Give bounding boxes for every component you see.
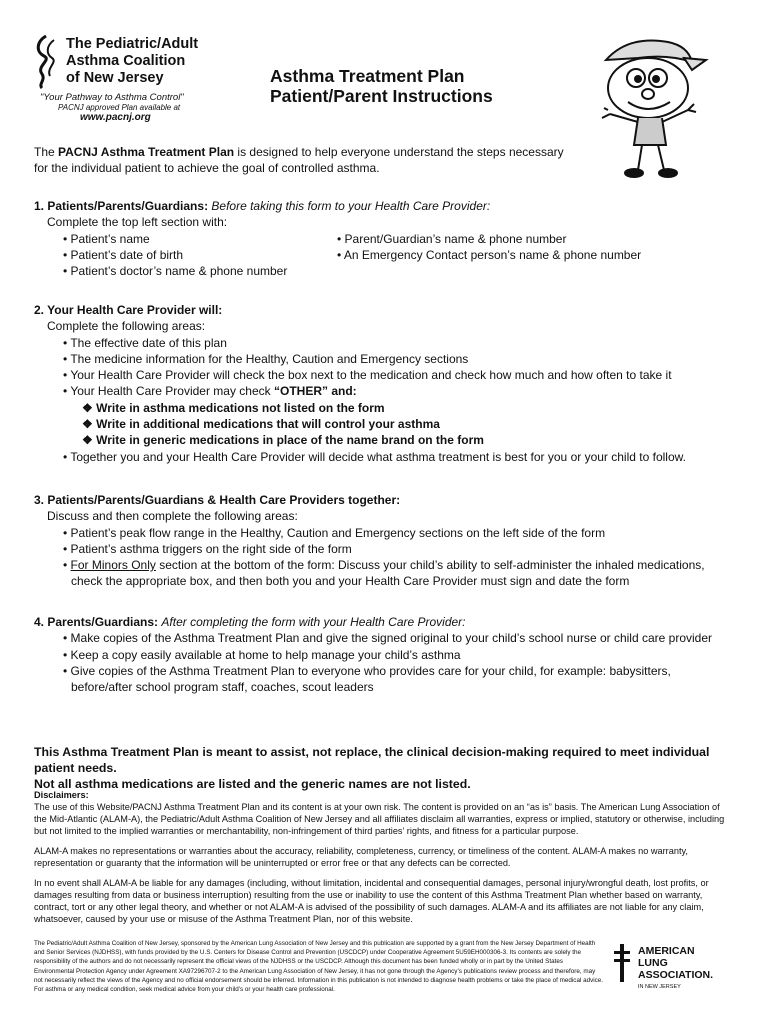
list-item: • An Emergency Contact person’s name & phone number bbox=[337, 247, 642, 262]
list-item: • Patient’s peak flow range in the Healthy, Caution and Emergency sections on the left side of the form bbox=[63, 525, 606, 540]
disclaimers bbox=[34, 789, 734, 933]
list-item: • Together you and your Health Care Provider will decide what asthma treatment is best for you or your child to follow. bbox=[63, 449, 686, 464]
sub-list-item: ❖ Write in generic medications in place of the name brand on the form bbox=[82, 433, 484, 448]
ala-sub: IN NEW JERSEY bbox=[638, 984, 681, 990]
list-item: • For Minors Only section at the bottom of the form: Discuss your child’s ability to self-administer the inhaled medications, bbox=[63, 558, 705, 573]
disclaimer-paragraph-3: In no event shall ALAM-A be liable for any damages (including, without limitation, incidental and consequential damages, personal injury/wrongful death, lost profits, or damages resulting from data or business interruption) resulting from the use or inability to use the content of this Asthma Treatment Plan whether based on warranty, contract, tort or any other legal theory, and whether or not ALAM-A is advised of the possibility of such damages. ALAM-A and its affiliates are not liable for any claim, whatsoever, caused by your use or misuse of the Asthma Treatment Plan, nor of this website. bbox=[34, 878, 709, 924]
list-item: • Your Health Care Provider will check the box next to the medication and check how much and how often to take it bbox=[63, 368, 672, 383]
org-name-line-3: of New Jersey bbox=[66, 70, 164, 86]
list-item: • Patient’s asthma triggers on the right side of the form bbox=[63, 541, 352, 556]
ala-line-1: AMERICAN bbox=[638, 945, 695, 957]
list-item: • Keep a copy easily available at home to help manage your child’s asthma bbox=[63, 647, 461, 662]
list-item: • Make copies of the Asthma Treatment Plan and give the signed original to your child’s school nurse or child care provider bbox=[63, 631, 712, 646]
section-3-heading: 3. Patients/Parents/Guardians & Health Care Providers together: bbox=[34, 493, 401, 507]
list-item: • Patient’s name bbox=[63, 231, 150, 246]
sub-list-item: ❖ Write in asthma medications not listed on the form bbox=[82, 400, 385, 415]
coalition-logo-icon bbox=[32, 34, 66, 90]
list-item-continuation: before/after school program staff, coaches, scout leaders bbox=[71, 680, 374, 695]
disclaimers-heading: Disclaimers: bbox=[34, 790, 89, 800]
tagline: "Your Pathway to Asthma Control" bbox=[40, 92, 184, 103]
org-name-line-1: The Pediatric/Adult bbox=[66, 36, 199, 52]
page-title-line-2: Patient/Parent Instructions bbox=[270, 86, 493, 106]
kid-mascot-illustration bbox=[588, 30, 718, 180]
section-2 bbox=[34, 302, 734, 465]
list-item: • Patient’s doctor’s name & phone number bbox=[63, 264, 288, 279]
list-item: • Parent/Guardian’s name & phone number bbox=[337, 231, 567, 246]
sub-list-item: ❖ Write in additional medications that will control your asthma bbox=[82, 417, 440, 432]
list-item: • Give copies of the Asthma Treatment Plan to everyone who provides care for your child, for example: babysitters, bbox=[63, 663, 671, 678]
list-item-continuation: check the appropriate box, and then both you and your Health Care Provider must sign and date the form bbox=[71, 574, 630, 589]
section-4 bbox=[34, 614, 734, 695]
website-link[interactable]: www.pacnj.org bbox=[80, 112, 151, 123]
list-item: • The effective date of this plan bbox=[63, 335, 227, 350]
section-1 bbox=[34, 198, 734, 279]
disclaimer-paragraph-1: The use of this Website/PACNJ Asthma Treatment Plan and its content is at your own risk. The content is provided on an “as is” basis. The American Lung Association of the Mid-Atlantic (ALAM-A), the Pediatric/Adult Asthma Coalition of New Jersey and all affiliates disclaim all warranties, express or implied, statutory or otherwise, including but not limited to the implied warranties or merchantability, non-infringement of third parties’ rights, and fitness for a particular purpose. bbox=[34, 802, 725, 836]
list-item: • Your Health Care Provider may check “OTHER” and: bbox=[63, 384, 357, 399]
section-4-heading: 4. Parents/Guardians: After completing the form with your Health Care Provider: bbox=[34, 615, 466, 629]
plan-name: PACNJ Asthma Treatment Plan bbox=[58, 145, 235, 159]
list-item: • Patient’s date of birth bbox=[63, 247, 184, 262]
section-1-line: Complete the top left section with: bbox=[47, 215, 228, 230]
for-minors-only-label: For Minors Only bbox=[70, 558, 156, 573]
funding-footer: The Pediatric/Adult Asthma Coalition of New Jersey, sponsored by the American Lung Association of New Jersey and this publication are supported by a grant from the New Jersey Department of Health and Senior Services (NJDHSS), with funds provided by the U.S. Centers for Disease Control and Prevention (USCDCP) under Cooperative Agreement 5U59EH000306-3. Its contents are solely the responsibility of the authors and do not necessarily represent the official views of the NJDHSS or the USCDCP. Although this document has been funded wholly or in part by the United States Environmental Protection Agency under Agreement XA97296707-2 to the American Lung Association of New Jersey, it has not gone through the Agency’s publications review process and therefore, may not necessarily reflect the views of the Agency and no official endorsement should be inferred. Information in this publication is not intended to diagnose health problems or take the place of medical advice. For asthma or any medical condition, seek medical advice from your child’s or your health care professional. bbox=[34, 940, 604, 994]
ala-line-3: ASSOCIATION. bbox=[638, 969, 714, 981]
ala-line-2: LUNG bbox=[638, 957, 668, 969]
list-item: • The medicine information for the Healthy, Caution and Emergency sections bbox=[63, 351, 469, 366]
approved-note: PACNJ approved Plan available at bbox=[58, 103, 181, 112]
important-notice: This Asthma Treatment Plan is meant to assist, not replace, the clinical decision-making required to meet individual patient needs. Not all asthma medications are listed and the generic names are not listed. bbox=[34, 745, 710, 791]
section-3-line: Discuss and then complete the following areas: bbox=[47, 509, 298, 524]
section-2-line: Complete the following areas: bbox=[47, 319, 206, 334]
intro-paragraph: The PACNJ Asthma Treatment Plan is designed to help everyone understand the steps necessary for the individual patient to achieve the goal of controlled asthma. bbox=[34, 145, 564, 176]
org-name-line-2: Asthma Coalition bbox=[66, 53, 186, 69]
disclaimer-paragraph-2: ALAM-A makes no representations or warranties about the accuracy, reliability, completeness, currency, or timeliness of the content. ALAM-A makes no warranty, representation or guaranty that the information will be uninterrupted or error free or that any defects can be corrected. bbox=[34, 846, 688, 868]
page-title-line-1: Asthma Treatment Plan bbox=[270, 66, 465, 86]
section-2-heading: 2. Your Health Care Provider will: bbox=[34, 303, 223, 317]
section-1-heading: 1. Patients/Parents/Guardians: Before taking this form to your Health Care Provider: bbox=[34, 199, 491, 213]
section-3 bbox=[34, 492, 734, 590]
american-lung-association-logo bbox=[612, 942, 722, 990]
